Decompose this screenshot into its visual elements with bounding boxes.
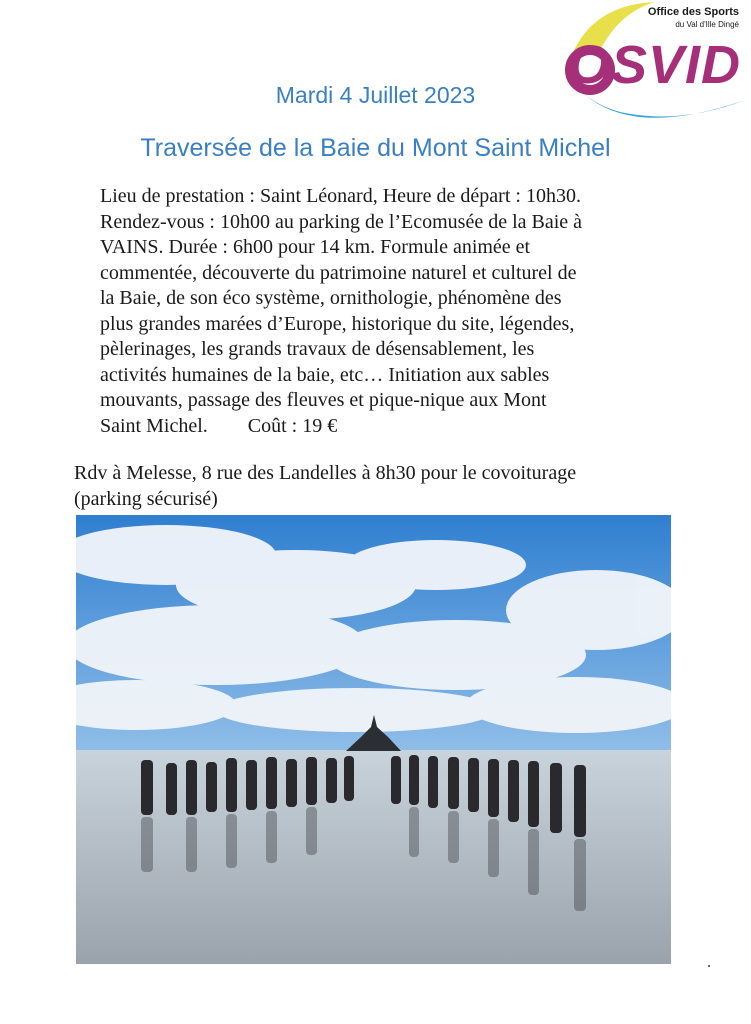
description-line: activités humaines de la baie, etc… Initiation aux sables bbox=[100, 363, 550, 386]
carpool-meeting-info bbox=[74, 461, 694, 512]
event-description bbox=[100, 184, 680, 439]
description-line: Lieu de prestation : Saint Léonard, Heure de départ : 10h30. bbox=[100, 185, 581, 207]
description-line: pèlerinages, les grands travaux de désensablement, les bbox=[100, 338, 535, 360]
event-title: Traversée de la Baie du Mont Saint Michel bbox=[140, 134, 611, 162]
description-line: commentée, découverte du patrimoine naturel et culturel de bbox=[100, 261, 577, 284]
osvid-logo bbox=[560, 0, 751, 135]
logo-org-subtitle: du Val d'Ille Dingé bbox=[675, 20, 739, 29]
carpool-line: (parking sécurisé) bbox=[74, 487, 218, 510]
logo-org-name: Office des Sports bbox=[647, 6, 739, 18]
description-line: mouvants, passage des fleuves et pique-nique aux Mont bbox=[100, 389, 547, 411]
description-line: plus grandes marées d’Europe, historique du site, légendes, bbox=[100, 312, 575, 335]
bay-group-photo bbox=[76, 515, 671, 964]
description-line: Rendez-vous : 10h00 au parking de l’Ecomusée de la Baie à bbox=[100, 210, 583, 233]
description-line: VAINS. Durée : 6h00 pour 14 km. Formule animée et bbox=[100, 236, 531, 258]
logo-wordmark: OSVID bbox=[568, 35, 742, 95]
carpool-line: Rdv à Melesse, 8 rue des Landelles à 8h30 pour le covoiturage bbox=[74, 462, 577, 484]
bay-photo-illustration bbox=[76, 515, 671, 964]
description-cost-line: Saint Michel. Coût : 19 € bbox=[100, 414, 338, 437]
description-line: la Baie, de son éco système, ornithologie, phénomène des bbox=[100, 287, 562, 309]
event-date: Mardi 4 Juillet 2023 bbox=[275, 82, 476, 108]
scan-speck bbox=[708, 965, 710, 967]
